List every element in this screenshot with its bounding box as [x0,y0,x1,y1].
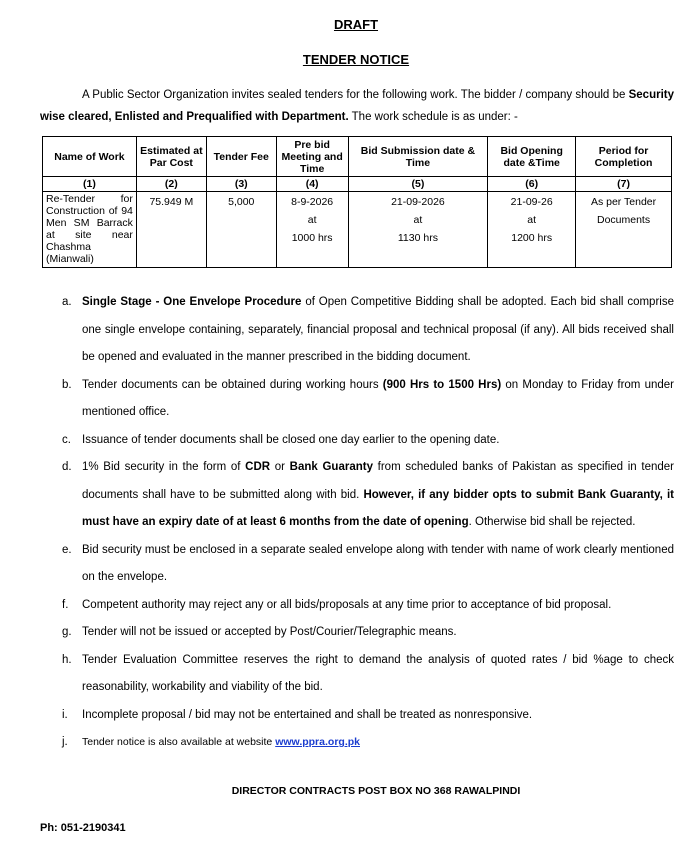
clause-marker: d. [62,461,72,473]
clause-e [40,537,674,592]
work-name-cell: Re-Tender for Construction of 94 Men SM Barrack at site near Chashma (Mianwali) [43,192,137,268]
submission-date: 21-09-2026 [391,196,445,208]
clause-text: on Monday to Friday from under mentioned office. [82,378,674,418]
clause-marker: h. [62,653,72,666]
header-cell: Bid Submission date & Time [348,137,488,177]
opening-cell [488,192,576,268]
column-number: (5) [348,177,488,192]
intro-text-end: The work schedule is as under: - [348,111,518,123]
header-cell: Estimated at Par Cost [136,137,206,177]
clause-text: Tender documents can be obtained during working hours [82,378,383,391]
clause-f [40,592,674,620]
clause-text: Incomplete proposal / bid may not be entertained and shall be treated as nonresponsive. [82,708,533,721]
column-number: (6) [488,177,576,192]
tender-clauses [40,289,674,757]
fee-value: 5,000 [228,196,255,208]
clause-text: from scheduled banks of Pakistan as specified in tender documents shall have to be submitted along with bid. [82,461,674,501]
column-number: (3) [206,177,276,192]
submission-time: 1130 hrs [397,232,438,244]
opening-date: 21-09-26 [510,196,553,208]
header-cell: Pre bid Meeting and Time [276,137,348,177]
clause-marker: c. [62,433,71,446]
fee-cell [206,192,276,268]
clause-text: 1% Bid security in the form of [82,461,246,473]
period-cell [576,192,672,268]
clause-a [40,289,674,372]
clause-text: Tender will not be issued or accepted by Post/Courier/Telegraphic means. [82,626,457,638]
clause-text: Competent authority may reject any or all bids/proposals at any time prior to acceptance of bid proposal. [82,598,612,611]
clause-g [40,619,674,647]
header-cell: Period for Completion [576,137,672,177]
opening-time: 1200 hrs [511,232,553,244]
clause-c [40,427,674,455]
column-number: (7) [576,177,672,192]
clause-marker: b. [62,378,72,391]
header-cell: Bid Opening date &Time [488,137,576,177]
prebid-at: at [307,214,317,226]
clause-text: Tender Evaluation Committee reserves the right to demand the analysis of quoted rates / bid %age to check reasonability, workability and viability of the bid. [82,653,674,693]
header-cell: Tender Fee [206,137,276,177]
clause-h [40,647,674,702]
clause-text: Issuance of tender documents shall be closed one day earlier to the opening date. [82,433,500,446]
draft-label: DRAFT [333,17,379,32]
clause-bold: However, if any bidder opts to submit Bank Guaranty, it must have an expiry date of at least 6 months from the date of opening [82,488,674,528]
clause-marker: e. [62,543,72,556]
clause-text: Bid security must be enclosed in a separate sealed envelope along with tender with name of work clearly mentioned on the envelope. [82,543,674,583]
work-schedule-table [42,136,672,268]
header-cell: Name of Work [43,137,137,177]
clause-b [40,372,674,427]
table-header-row [43,137,672,177]
clause-text: or [270,461,290,473]
intro-bold: Security wise cleared, Enlisted and Prequalified with Department. [40,89,674,123]
intro-paragraph [40,84,674,128]
clause-bold: CDR [245,461,271,473]
period-line-2: Documents [596,214,651,226]
table-row [43,192,672,268]
clause-text: Tender notice is also available at website [82,736,276,748]
clause-marker: i. [62,708,68,721]
clause-marker: g. [62,626,72,638]
signature-block: DIRECTOR CONTRACTS POST BOX NO 368 RAWALPINDI [231,785,521,797]
phone-number: Ph: 051-2190341 [40,822,126,834]
cost-cell [136,192,206,268]
clause-marker: f. [62,598,69,611]
cost-value: 75.949 M [149,196,194,208]
clause-d [40,454,674,537]
column-number: (4) [276,177,348,192]
column-number: (1) [43,177,137,192]
table-number-row [43,177,672,192]
opening-at: at [527,214,537,226]
prebid-date: 8-9-2026 [291,196,334,208]
clause-bold: Bank Guaranty [289,461,373,473]
intro-text: A Public Sector Organization invites sealed tenders for the following work. The bidder / company should be [82,89,629,101]
ppra-website-link[interactable]: www.ppra.org.pk [275,736,360,748]
prebid-cell [276,192,348,268]
notice-title: TENDER NOTICE [302,52,410,67]
prebid-time: 1000 hrs [291,232,333,244]
clause-marker: a. [62,296,72,308]
clause-marker: j. [62,736,68,748]
clause-j [40,729,674,757]
clause-bold: (900 Hrs to 1500 Hrs) [382,378,502,391]
clause-text: of Open Competitive Bidding shall be adopted. Each bid shall comprise one single envelope containing, separately, financial proposal and technical proposal (if any). All bids received shall be opened and evaluated in the manner prescribed in the bidding document. [82,296,674,363]
clause-bold: Single Stage - One Envelope Procedure [82,296,302,308]
column-number: (2) [136,177,206,192]
clause-text: . Otherwise bid shall be rejected. [468,516,636,528]
submission-at: at [413,214,423,226]
submission-cell [348,192,488,268]
period-line-1: As per Tender [590,196,657,208]
clause-i [40,702,674,730]
